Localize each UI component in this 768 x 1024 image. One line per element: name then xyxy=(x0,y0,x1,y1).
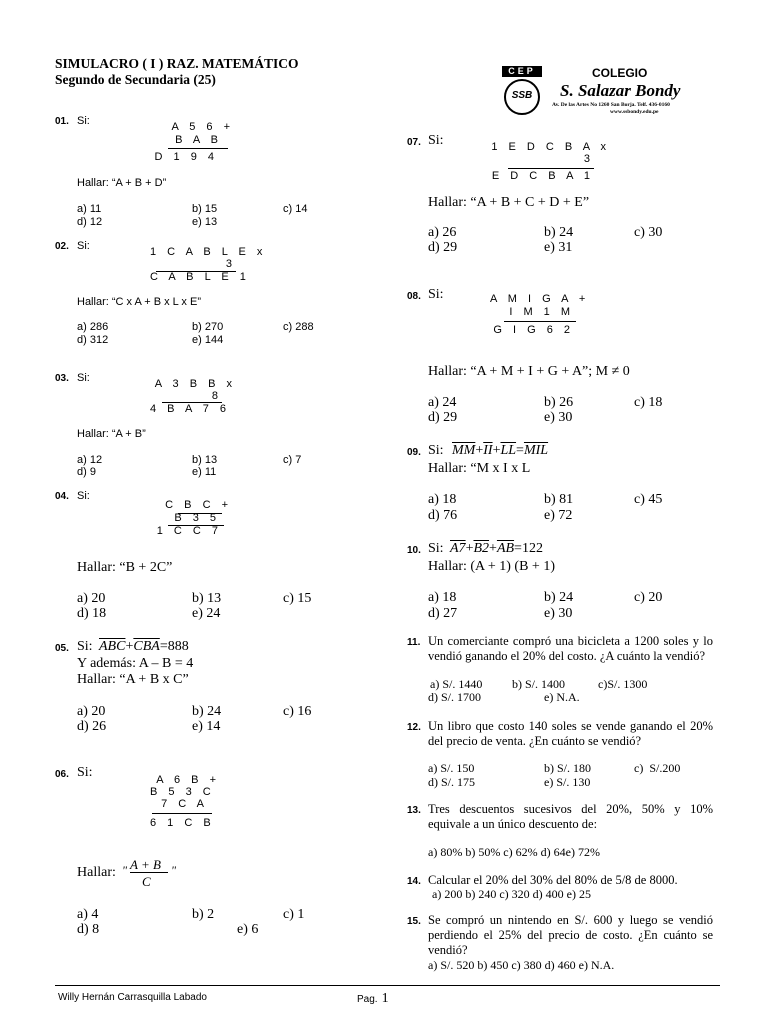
options-line: a) S/. 520 b) 450 c) 380 d) 460 e) N.A. xyxy=(428,958,615,972)
option-c: c) 18 xyxy=(634,395,663,410)
result-row: E D C B A 1 xyxy=(491,170,594,182)
option-c: c) 14 xyxy=(283,203,308,215)
si-label: Si: xyxy=(77,765,93,780)
question-number: 03. xyxy=(55,373,69,384)
option-a: a) 20 xyxy=(77,704,106,719)
overlined-term: $\overline{LL}$ xyxy=(500,443,517,458)
option-a: a) S/. 150 xyxy=(428,761,475,775)
question-text: Un libro que costo 140 soles se vende ganando el 20% del precio de venta. ¿En cuánto se vendió? xyxy=(428,719,713,748)
option-b: b) S/. 180 xyxy=(544,761,592,775)
operand-row: 3 xyxy=(583,153,594,165)
operand-row: A 5 6 + xyxy=(171,121,234,133)
option-a: a) 24 xyxy=(428,395,457,410)
fraction-bar xyxy=(130,872,168,873)
operand-row: A 6 B + xyxy=(156,774,220,786)
option-d: d) 312 xyxy=(77,334,109,346)
option-d: d) 29 xyxy=(428,410,458,425)
si-label: Si: xyxy=(77,240,90,252)
option-d: d) 27 xyxy=(428,606,458,621)
logo-address: Av. De las Artes No 1260 San Borja. Telf. 436-0160 xyxy=(552,102,670,108)
overlined-term: A7 xyxy=(450,541,466,556)
question-number: 04. xyxy=(55,491,69,502)
condition-text: Y además: A – B = 4 xyxy=(77,656,194,671)
fraction: " A + B C " xyxy=(122,857,177,889)
option-c: c) 45 xyxy=(634,492,663,507)
option-a: a) 4 xyxy=(77,907,99,922)
operand-row: B 3 5 xyxy=(174,512,220,524)
question-number: 07. xyxy=(407,137,421,148)
option-b: b) 13 xyxy=(192,591,222,606)
logo-web: www.ssbondy.edu.pe xyxy=(610,109,659,115)
logo-school-name: S. Salazar Bondy xyxy=(560,81,681,100)
option-b: b) 270 xyxy=(192,321,224,333)
option-e: e) S/. 130 xyxy=(544,775,591,789)
option-a: a) S/. 1440 xyxy=(430,677,483,691)
overlined-term: $\overline{II}$ xyxy=(483,443,493,458)
option-d: d) 18 xyxy=(77,606,107,621)
hallar-text: Hallar: “A + B” xyxy=(77,428,146,440)
option-d: d) 8 xyxy=(77,922,100,937)
question-text: Se compró un nintendo en S/. 600 y luego se vendió perdiendo el 25% del precio de costo. ¿En cuánto se vendió? xyxy=(428,913,713,957)
option-e: e) 31 xyxy=(544,240,573,255)
question-number: 06. xyxy=(55,769,69,780)
result-row: 1 C C 7 xyxy=(156,525,222,537)
operand-row: I M 1 M xyxy=(509,306,574,318)
si-label: Si: xyxy=(428,133,444,148)
hallar-text: Hallar: “A + B + D” xyxy=(77,177,167,189)
option-e: e) 14 xyxy=(192,719,221,734)
si-label: Si: xyxy=(428,287,444,302)
option-e: e) N.A. xyxy=(544,690,580,704)
operand-row: A 3 B B x xyxy=(154,378,236,390)
operand-row: B A B xyxy=(175,134,222,146)
option-b: b) 15 xyxy=(192,203,218,215)
overlined-term: B2 xyxy=(473,541,490,556)
si-label: Si: xyxy=(428,443,444,458)
overline xyxy=(178,513,222,514)
option-b: b) 24 xyxy=(192,704,222,719)
option-c: c) S/.200 xyxy=(634,761,681,775)
hallar-text: Hallar: xyxy=(77,865,116,880)
question-number: 02. xyxy=(55,241,69,252)
question-number: 05. xyxy=(55,643,69,654)
option-a: a) 18 xyxy=(428,590,457,605)
hallar-text: Hallar: “B + 2C” xyxy=(77,560,173,575)
page-title: SIMULACRO ( I ) RAZ. MATEMÁTICO xyxy=(55,56,299,71)
option-d: d) 26 xyxy=(77,719,107,734)
option-c: c)S/. 1300 xyxy=(598,677,648,691)
operand-row: 7 C A xyxy=(161,798,208,810)
option-d: d) S/. 175 xyxy=(428,775,476,789)
question-number: 12. xyxy=(407,722,421,733)
option-b: b) 24 xyxy=(544,225,574,240)
fraction-denominator: C xyxy=(142,874,151,889)
option-a: a) 26 xyxy=(428,225,457,240)
option-c: c) 15 xyxy=(283,591,312,606)
school-seal-icon: SSB xyxy=(504,79,540,115)
operand-row: 1 C A B L E x xyxy=(150,246,267,258)
option-d: d) 76 xyxy=(428,508,458,523)
question-number: 15. xyxy=(407,916,421,927)
hallar-text: Hallar: (A + 1) (B + 1) xyxy=(428,559,555,574)
question-number: 13. xyxy=(407,805,421,816)
sum-line xyxy=(152,813,212,814)
page-number: Pag. 1 xyxy=(357,991,389,1006)
result-row: C A B L E 1 xyxy=(150,271,250,283)
cep-badge: CEP xyxy=(502,66,542,77)
equation: $\overline{ABC}+\overline{CBA}=888$ xyxy=(99,639,189,654)
si-label: Si: xyxy=(77,490,90,502)
option-a: a) 286 xyxy=(77,321,109,333)
overlined-term: $\overline{ABC}$ xyxy=(99,639,126,654)
school-logo xyxy=(500,63,703,125)
option-e: e) 24 xyxy=(192,606,221,621)
si-label: Si: xyxy=(428,541,444,556)
option-b: b) 81 xyxy=(544,492,574,507)
hallar-text: Hallar: “M x I x L xyxy=(428,461,531,476)
page-subtitle: Segundo de Secundaria (25) xyxy=(55,72,216,87)
equation: $\overline{MM}+\overline{II}+\overline{LL}=\overline{MIL}$ xyxy=(452,443,549,458)
hallar-text: Hallar: “A + M + I + G + A”; M ≠ 0 xyxy=(428,364,630,379)
overlined-term: $\overline{MM}$ xyxy=(452,443,476,458)
option-e: e) 30 xyxy=(544,606,573,621)
option-d: d) 9 xyxy=(77,466,96,478)
sum-line xyxy=(168,148,228,149)
question-number: 14. xyxy=(407,876,421,887)
option-c: c) 30 xyxy=(634,225,663,240)
option-a: a) 18 xyxy=(428,492,457,507)
result-row: G I G 6 2 xyxy=(493,324,574,336)
option-e: e) 11 xyxy=(192,466,217,478)
footer-rule xyxy=(55,985,720,986)
question-number: 01. xyxy=(55,116,69,127)
hallar-text: Hallar: “A + B x C” xyxy=(77,672,189,687)
question-number: 08. xyxy=(407,291,421,302)
option-a: a) 12 xyxy=(77,454,103,466)
fraction-numerator: A + B xyxy=(130,857,161,872)
overlined-term: $\overline{AB}$ xyxy=(496,541,515,556)
option-b: b) S/. 1400 xyxy=(512,677,566,691)
options-line: a) 80% b) 50% c) 62% d) 64e) 72% xyxy=(428,845,600,859)
option-e: e) 72 xyxy=(544,508,573,523)
operand-row: 8 xyxy=(211,390,222,402)
overlined-term: $\overline{CBA}$ xyxy=(133,639,160,654)
question-number: 11. xyxy=(407,637,421,648)
operand-row: 1 E D C B A x xyxy=(491,141,610,153)
operand-row: A M I G A + xyxy=(490,293,590,305)
option-a: a) 11 xyxy=(77,203,102,215)
option-c: c) 1 xyxy=(283,907,305,922)
option-e: e) 13 xyxy=(192,216,218,228)
question-number: 10. xyxy=(407,545,421,556)
logo-colegio: COLEGIO xyxy=(592,66,648,80)
option-b: b) 2 xyxy=(192,907,215,922)
footer-author: Willy Hernán Carrasquilla Labado xyxy=(58,992,207,1003)
option-b: b) 26 xyxy=(544,395,574,410)
result-row: 4 B A 7 6 xyxy=(150,403,231,415)
product-line xyxy=(508,168,594,169)
question-text: Calcular el 20% del 30% del 80% de 5/8 de 8000. xyxy=(428,873,678,887)
option-c: c) 7 xyxy=(283,454,302,466)
question-number: 09. xyxy=(407,447,421,458)
operand-row: C B C + xyxy=(165,499,232,511)
operand-row: B 5 3 C xyxy=(150,786,215,798)
question-text: Un comerciante compró una bicicleta a 1200 soles y lo vendió ganando el 20% del costo. ¿A cuánto la vendió? xyxy=(428,634,713,663)
overlined-term: $\overline{MIL}$ xyxy=(523,443,549,458)
option-c: c) 20 xyxy=(634,590,663,605)
option-a: a) 20 xyxy=(77,591,106,606)
option-c: c) 16 xyxy=(283,704,312,719)
hallar-text: Hallar: “C x A + B x L x E” xyxy=(77,296,201,308)
hallar-text: Hallar: “A + B + C + D + E” xyxy=(428,195,590,210)
option-b: b) 13 xyxy=(192,454,218,466)
option-e: e) 144 xyxy=(192,334,224,346)
result-row: D 1 9 4 xyxy=(154,151,218,163)
si-label: Si: xyxy=(77,639,93,654)
operand-row: 3 xyxy=(225,258,236,270)
result-row: 6 1 C B xyxy=(150,817,215,829)
option-e: e) 30 xyxy=(544,410,573,425)
options-line: a) 200 b) 240 c) 320 d) 400 e) 25 xyxy=(432,887,591,901)
option-d: d) 12 xyxy=(77,216,103,228)
option-e: e) 6 xyxy=(237,922,259,937)
option-d: d) S/. 1700 xyxy=(428,690,482,704)
option-d: d) 29 xyxy=(428,240,458,255)
equation: $A7+B2+\overline{AB}=122$ xyxy=(450,541,543,556)
si-label: Si: xyxy=(77,115,90,127)
option-c: c) 288 xyxy=(283,321,314,333)
option-b: b) 24 xyxy=(544,590,574,605)
sum-line xyxy=(504,321,576,322)
si-label: Si: xyxy=(77,372,90,384)
question-text: Tres descuentos sucesivos del 20%, 50% y 10% equivale a un único descuento de: xyxy=(428,802,713,831)
